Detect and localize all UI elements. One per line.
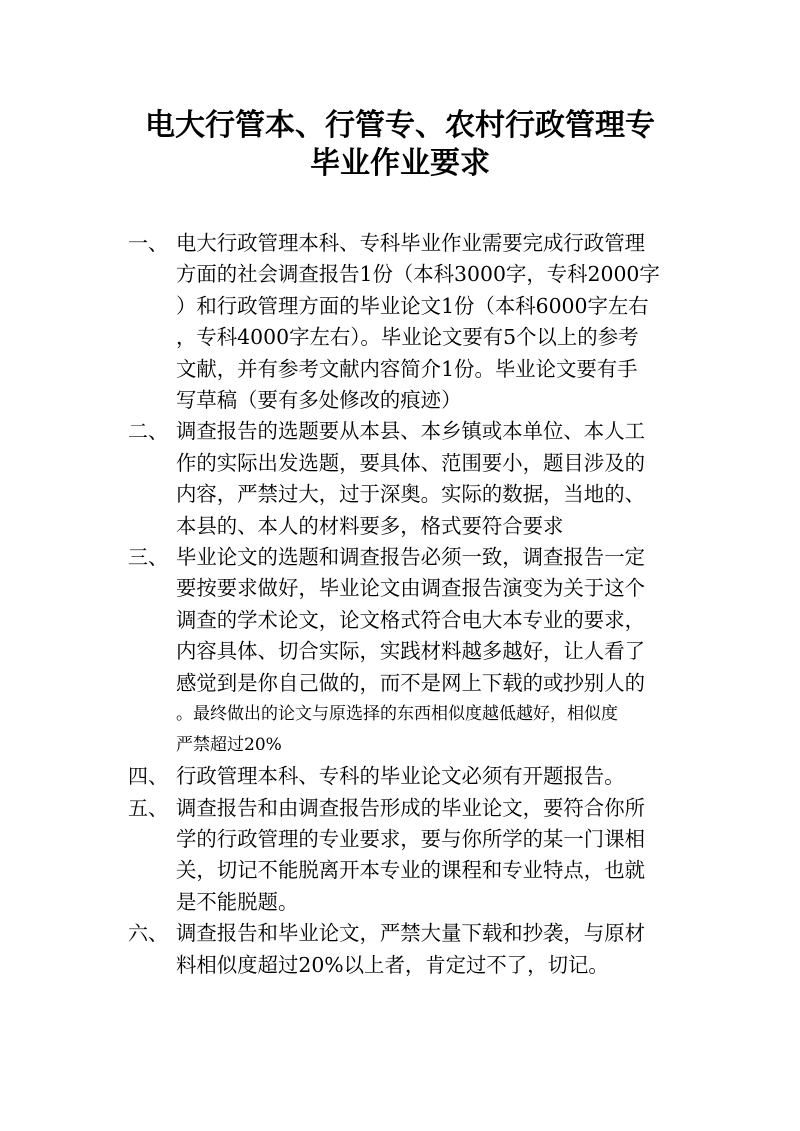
item-text-line: 毕业论文的选题和调查报告必须一致，调查报告一定	[176, 545, 645, 570]
list-item-5	[128, 793, 688, 919]
list-item-number: 一、	[128, 231, 168, 255]
list-item-number: 四、	[128, 764, 168, 789]
item-text-line-small: 严禁超过20%	[176, 735, 282, 756]
list-item-number: 六、	[128, 921, 168, 946]
item-text-line: 学的行政管理的专业要求，要与你所学的某一门课相	[176, 826, 645, 851]
requirements-list	[128, 228, 688, 981]
list-item-1	[128, 228, 688, 416]
list-item-number: 三、	[128, 545, 168, 570]
item-text-line: 内容，严禁过大，过于深奥。实际的数据，当地的、	[176, 482, 645, 507]
list-item-4	[128, 761, 688, 792]
item-text-line: 调查报告的选题要从本县、本乡镇或本单位、本人工	[176, 419, 645, 444]
item-text-line: 内容具体、切合实际，实践材料越多越好，让人看了	[176, 639, 645, 664]
item-text-line: 作的实际出发选题，要具体、范围要小，题目涉及的	[176, 450, 645, 475]
document-title-line-2: 毕业作业要求	[310, 146, 490, 181]
document-title-line-1: 电大行管本、行管专、农村行政管理专	[145, 108, 655, 143]
item-text-line: 调查报告和由调查报告形成的毕业论文，要符合你所	[176, 795, 645, 820]
item-text-line: ）和行政管理方面的毕业论文1份（本科6000字左右	[176, 293, 649, 318]
item-text-line: 要按要求做好，毕业论文由调查报告演变为关于这个	[176, 576, 645, 601]
list-item-2	[128, 416, 688, 542]
item-text-line: 关，切记不能脱离开本专业的课程和专业特点，也就	[176, 858, 645, 883]
item-text-line: 本县的、本人的材料要多，格式要符合要求	[176, 513, 564, 538]
item-text-line: 调查的学术论文，论文格式符合电大本专业的要求，	[176, 607, 645, 632]
item-text-line: 文献，并有参考文献内容简介1份。毕业论文要有手	[176, 356, 638, 381]
item-text-line: 感觉到是你自己做的，而不是网上下载的或抄别人的	[176, 670, 645, 695]
item-text-line: 写草稿（要有多处修改的痕迹）	[176, 388, 462, 413]
list-item-number: 五、	[128, 795, 168, 820]
list-item-3	[128, 542, 688, 761]
item-text-line: 调查报告和毕业论文，严禁大量下载和抄袭，与原材	[176, 921, 645, 946]
item-text-line-small: 。最终做出的论文与原选择的东西相似度越低越好，相似度	[176, 704, 618, 725]
item-text-line: 行政管理本科、专科的毕业论文必须有开题报告。	[176, 764, 625, 789]
item-text-line: 电大行政管理本科、专科毕业作业需要完成行政管理	[176, 231, 645, 255]
list-item-number: 二、	[128, 419, 168, 444]
item-text-line: 方面的社会调查报告1份（本科3000字，专科2000字	[176, 262, 660, 287]
list-item-6	[128, 918, 688, 981]
item-text-line: 料相似度超过20%以上者，肯定过不了，切记。	[176, 952, 609, 977]
item-text-line: ，专科4000字左右）。毕业论文要有5个以上的参考	[176, 325, 639, 350]
item-text-line: 是不能脱题。	[176, 889, 299, 914]
